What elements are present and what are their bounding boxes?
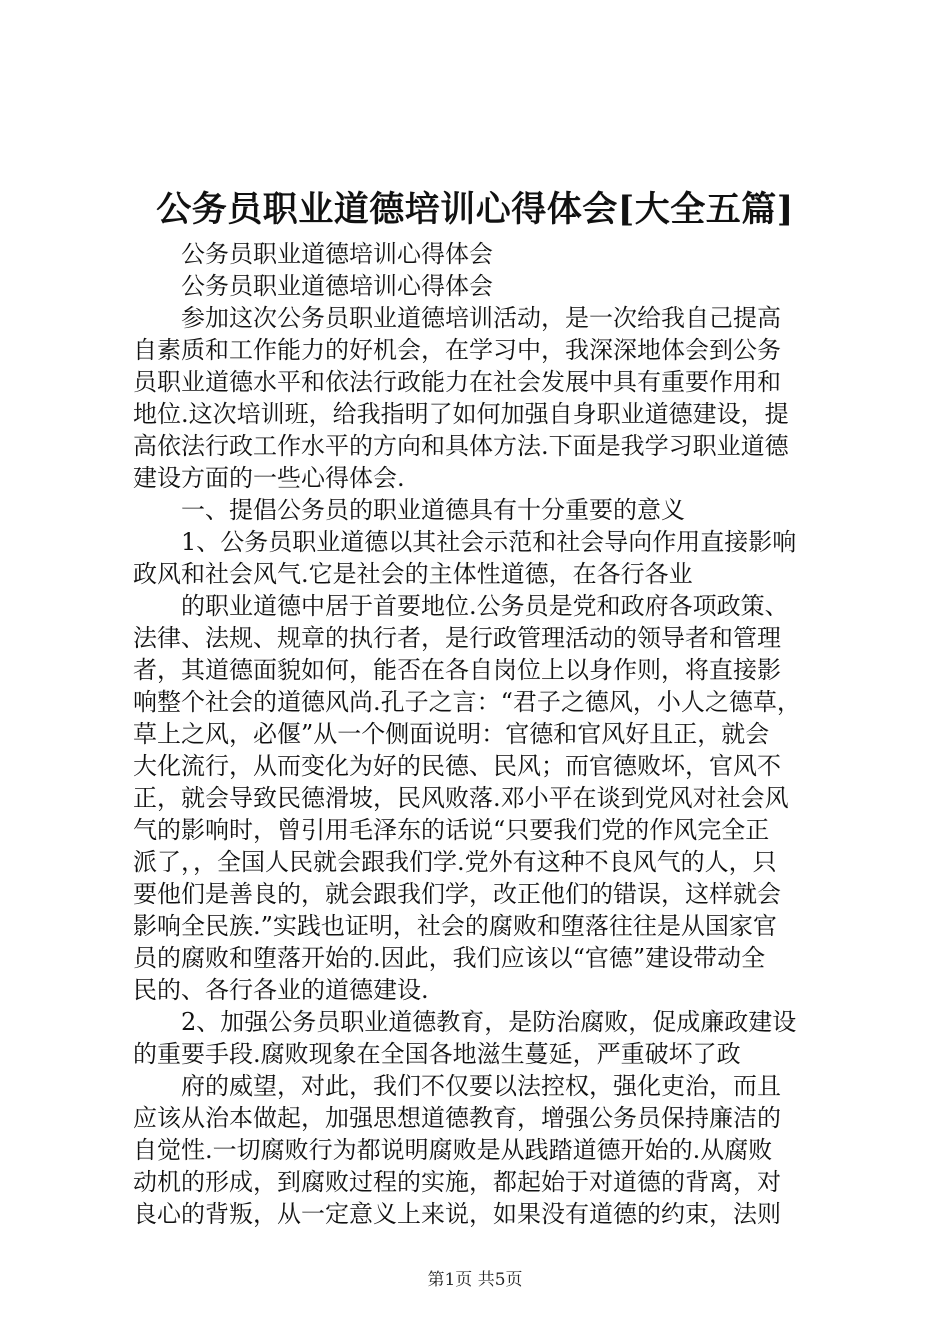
text-line: 应该从治本做起，加强思想道德教育，增强公务员保持廉洁的 xyxy=(133,1104,781,1132)
text-line: 派了，，全国人民就会跟我们学.党外有这种不良风气的人，只 xyxy=(133,848,777,876)
text-line: 者，其道德面貌如何，能否在各自岗位上以身作则，将直接影 xyxy=(133,656,781,684)
text-line: 政风和社会风气.它是社会的主体性道德，在各行各业 xyxy=(133,560,693,588)
text-line: 大化流行，从而变化为好的民德、民风；而官德败坏，官风不 xyxy=(133,752,781,780)
document-title: 公务员职业道德培训心得体会[大全五篇] xyxy=(156,189,794,230)
text-line: 公务员职业道德培训心得体会 xyxy=(181,272,493,300)
text-line: 自觉性.一切腐败行为都说明腐败是从践踏道德开始的.从腐败 xyxy=(133,1136,773,1164)
text-line: 动机的形成，到腐败过程的实施，都起始于对道德的背离，对 xyxy=(133,1168,781,1196)
text-line: 的职业道德中居于首要地位.公务员是党和政府各项政策、 xyxy=(181,592,789,620)
document-body xyxy=(133,238,833,1230)
text-line: 法律、法规、规章的执行者，是行政管理活动的领导者和管理 xyxy=(133,624,781,652)
text-line: 民的、各行各业的道德建设. xyxy=(133,976,429,1004)
text-line: 地位.这次培训班，给我指明了如何加强自身职业道德建设，提 xyxy=(133,400,789,428)
text-line: 的重要手段.腐败现象在全国各地滋生蔓延，严重破坏了政 xyxy=(133,1040,741,1068)
text-line: 自素质和工作能力的好机会，在学习中，我深深地体会到公务 xyxy=(133,336,781,364)
text-line: 一、提倡公务员的职业道德具有十分重要的意义 xyxy=(181,496,685,524)
text-line: 草上之风，必偃”从一个侧面说明：官德和官风好且正，就会 xyxy=(133,720,770,748)
text-line: 公务员职业道德培训心得体会 xyxy=(181,240,493,268)
text-line: 要他们是善良的，就会跟我们学，改正他们的错误，这样就会 xyxy=(133,880,781,908)
text-line: 影响全民族.”实践也证明，社会的腐败和堕落往往是从国家官 xyxy=(133,912,777,940)
text-line: 正，就会导致民德滑坡，民风败落.邓小平在谈到党风对社会风 xyxy=(133,784,789,812)
text-line: 良心的背叛，从一定意义上来说，如果没有道德的约束，法则 xyxy=(133,1200,781,1228)
text-line: 气的影响时，曾引用毛泽东的话说“只要我们党的作风完全正 xyxy=(133,816,770,844)
text-line: 高依法行政工作水平的方向和具体方法.下面是我学习职业道德 xyxy=(133,432,789,460)
text-line: 建设方面的一些心得体会. xyxy=(133,464,405,492)
text-line: 1、公务员职业道德以其社会示范和社会导向作用直接影响 xyxy=(181,528,797,556)
text-line: 响整个社会的道德风尚.孔子之言：“君子之德风，小人之德草， xyxy=(133,688,801,716)
text-line: 府的威望，对此，我们不仅要以法控权，强化吏治，而且 xyxy=(181,1072,781,1100)
text-line: 2、加强公务员职业道德教育，是防治腐败，促成廉政建设 xyxy=(181,1008,797,1036)
text-line: 员职业道德水平和依法行政能力在社会发展中具有重要作用和 xyxy=(133,368,781,396)
text-line: 参加这次公务员职业道德培训活动，是一次给我自己提高 xyxy=(181,304,781,332)
page-number-footer: 第1页 共5页 xyxy=(427,1270,523,1290)
text-line: 员的腐败和堕落开始的.因此，我们应该以“官德”建设带动全 xyxy=(133,944,766,972)
